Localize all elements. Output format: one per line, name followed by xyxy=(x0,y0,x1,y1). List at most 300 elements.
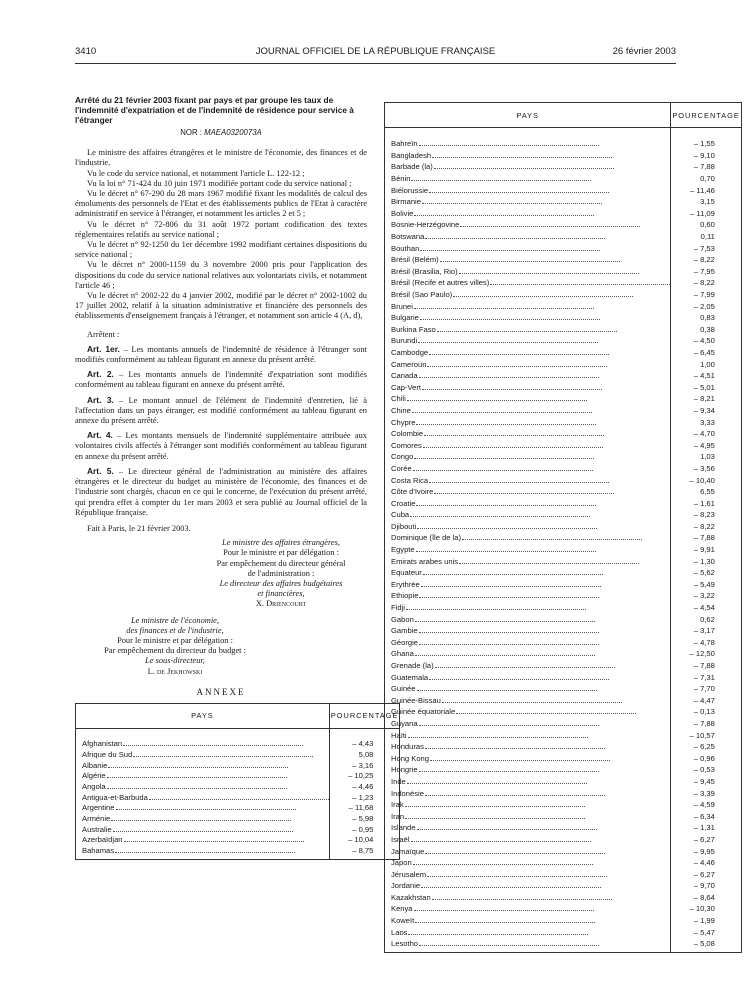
page-number: 3410 xyxy=(75,46,97,57)
country-cell xyxy=(385,915,671,927)
country-cell xyxy=(385,219,671,231)
dot-leader xyxy=(427,876,607,877)
table-row xyxy=(385,880,742,892)
country-cell xyxy=(385,555,671,567)
country-cell xyxy=(385,242,671,254)
country-name: Corée xyxy=(391,463,412,473)
country-name: Azerbaïdjan xyxy=(82,835,123,845)
dot-leader xyxy=(422,389,602,390)
country-name: Indonésie xyxy=(391,788,424,798)
table-row xyxy=(385,915,742,927)
country-cell xyxy=(385,416,671,428)
country-cell xyxy=(385,880,671,892)
dot-leader xyxy=(421,586,601,587)
percent-cell: – 8,22 xyxy=(671,521,742,533)
sig-role: Le directeur des affaires budgétaires xyxy=(219,578,343,588)
dot-leader xyxy=(411,841,591,842)
table-row xyxy=(385,451,742,463)
percent-cell: – 3,17 xyxy=(671,625,742,637)
table-row xyxy=(385,718,742,730)
dot-leader xyxy=(407,783,587,784)
table-row xyxy=(385,254,742,266)
country-name: Inde xyxy=(391,776,406,786)
table-row xyxy=(385,555,742,567)
table-row xyxy=(385,776,742,788)
country-cell xyxy=(76,803,330,814)
country-name: Jamaïque xyxy=(391,846,425,856)
visa-paragraph: Le ministre des affaires étrangères et le ministre de l'économie, des finances et de l'industrie, xyxy=(75,148,367,168)
table-row xyxy=(385,903,742,915)
dot-leader xyxy=(425,795,605,796)
percent-cell: – 8,22 xyxy=(671,254,742,266)
dot-leader xyxy=(421,887,601,888)
country-name: Albanie xyxy=(82,760,108,770)
country-cell xyxy=(385,347,671,359)
country-name: Cap-Vert xyxy=(391,382,421,392)
table-row xyxy=(385,926,742,938)
country-name: Brésil (Belém) xyxy=(391,255,439,265)
percent-cell: – 4,50 xyxy=(671,335,742,347)
table-bottom xyxy=(385,950,742,953)
country-name: Afghanistan xyxy=(82,739,123,749)
table-row xyxy=(385,208,742,220)
table-row xyxy=(385,567,742,579)
country-name: Burkina Faso xyxy=(391,324,436,334)
country-cell xyxy=(76,782,330,793)
table-row xyxy=(385,266,742,278)
percent-cell: 0,70 xyxy=(671,173,742,185)
country-cell xyxy=(385,845,671,857)
percent-cell: – 4,43 xyxy=(329,739,400,750)
sig-line: Pour le ministre et par délégation : xyxy=(117,635,233,645)
country-name: Jordanie xyxy=(391,881,421,891)
percent-cell: – 6,45 xyxy=(671,347,742,359)
country-cell xyxy=(385,161,671,173)
percent-cell: – 2,05 xyxy=(671,300,742,312)
country-name: Ethiopie xyxy=(391,591,419,601)
article-5 xyxy=(75,466,367,518)
table-row xyxy=(385,497,742,509)
country-cell xyxy=(385,370,671,382)
country-name: Honduras xyxy=(391,742,424,752)
table-row xyxy=(385,741,742,753)
percent-cell: – 3,39 xyxy=(671,787,742,799)
dot-leader xyxy=(419,597,599,598)
percent-cell: – 7,88 xyxy=(671,532,742,544)
country-name: Cambodge xyxy=(391,347,429,357)
decree-title: Arrêté du 21 février 2003 fixant par pays et par groupe les taux de l'indemnité d'expatriation et de l'indemnité de résidence pour service à l'étranger xyxy=(75,95,354,125)
table-row xyxy=(385,532,742,544)
country-name: Burundi xyxy=(391,336,418,346)
percent-cell: – 4,54 xyxy=(671,602,742,614)
dot-leader xyxy=(416,505,596,506)
table-row xyxy=(385,764,742,776)
percent-cell: 3,15 xyxy=(671,196,742,208)
percent-cell: – 1,31 xyxy=(671,822,742,834)
country-name: Afrique du Sud xyxy=(82,749,133,759)
country-name: Koweït xyxy=(391,916,415,926)
country-cell xyxy=(385,381,671,393)
table-row xyxy=(385,752,742,764)
table-body xyxy=(385,128,742,953)
country-cell xyxy=(385,393,671,405)
article-4 xyxy=(75,430,367,462)
country-name: Brunei xyxy=(391,301,413,311)
percent-cell: 0,11 xyxy=(671,231,742,243)
sig-role: Le ministre de l'économie, xyxy=(130,615,219,625)
table-row xyxy=(385,892,742,904)
table-row xyxy=(76,814,400,825)
article-text: – Les montants annuels de l'indemnité de résidence à l'étranger sont modifiés conformément au tableau figurant en annexe du présent arrêté. xyxy=(75,344,367,365)
visa-paragraph: Vu le décret n° 2002-22 du 4 janvier 2002, modifié par le décret n° 2002-1002 du 17 juillet 2002, relatif à la situation administrative et financière des personnels des établissements d'enseignement français à l'étranger, et notamment son article 4 (A, d), xyxy=(75,291,367,321)
table-row xyxy=(385,463,742,475)
dot-leader xyxy=(107,788,287,789)
percent-cell: – 12,50 xyxy=(671,648,742,660)
country-name: Bouthan xyxy=(391,243,420,253)
dot-leader xyxy=(419,644,599,645)
country-name: Erythrée xyxy=(391,579,420,589)
country-cell xyxy=(385,590,671,602)
percent-cell: – 4,95 xyxy=(671,439,742,451)
country-cell xyxy=(385,729,671,741)
sig-line: Pour le ministre et par délégation : xyxy=(223,548,339,558)
percent-cell: – 10,40 xyxy=(671,474,742,486)
visas xyxy=(75,148,367,321)
country-name: Iran xyxy=(391,811,405,821)
country-cell xyxy=(76,739,330,750)
country-name: Angola xyxy=(82,781,106,791)
percent-cell: – 4,46 xyxy=(671,857,742,869)
dot-leader xyxy=(416,551,596,552)
visa-paragraph: Vu le code du service national, et notamment l'article L. 122-12 ; xyxy=(87,168,305,178)
dot-leader xyxy=(414,458,594,459)
country-cell xyxy=(76,750,330,761)
country-cell xyxy=(385,613,671,625)
country-name: Brésil (Recife et autres villes) xyxy=(391,278,490,288)
article-label: Art. 1er. xyxy=(87,343,120,354)
country-cell xyxy=(385,428,671,440)
percent-cell: – 10,57 xyxy=(671,729,742,741)
percent-cell: – 1,55 xyxy=(671,138,742,150)
country-cell xyxy=(385,208,671,220)
country-name: Botswana xyxy=(391,232,425,242)
country-name: Laos xyxy=(391,927,408,937)
country-cell xyxy=(385,184,671,196)
percent-cell: – 0,96 xyxy=(671,752,742,764)
country-cell xyxy=(76,824,330,835)
country-cell xyxy=(385,138,671,150)
table-row xyxy=(385,509,742,521)
percent-cell: – 9,45 xyxy=(671,776,742,788)
country-name: Islande xyxy=(391,823,416,833)
percent-cell: – 7,88 xyxy=(671,660,742,672)
percent-cell: – 6,27 xyxy=(671,834,742,846)
dot-leader xyxy=(434,168,614,169)
article-2 xyxy=(75,369,367,390)
percent-cell: – 0,95 xyxy=(329,824,400,835)
dot-leader xyxy=(419,377,599,378)
table-row xyxy=(385,695,742,707)
country-name: Hongrie xyxy=(391,765,418,775)
dot-leader xyxy=(437,331,617,332)
table-row xyxy=(385,196,742,208)
country-name: Bangladesh xyxy=(391,150,432,160)
country-name: Bahreïn xyxy=(391,139,418,149)
country-cell xyxy=(385,312,671,324)
dot-leader xyxy=(413,470,593,471)
country-cell xyxy=(385,579,671,591)
percent-cell: – 5,47 xyxy=(671,926,742,938)
percent-cell: – 7,53 xyxy=(671,242,742,254)
country-name: Antigua-et-Barbuda xyxy=(82,792,148,802)
dot-leader xyxy=(432,157,612,158)
country-cell xyxy=(76,760,330,771)
country-name: Kazakhstan xyxy=(391,892,431,902)
table-row xyxy=(385,242,742,254)
country-name: Brésil (Sao Paulo) xyxy=(391,290,453,300)
country-name: Cuba xyxy=(391,510,410,520)
percent-cell: – 9,10 xyxy=(671,150,742,162)
header-rule xyxy=(75,63,676,64)
percent-cell: – 1,61 xyxy=(671,497,742,509)
table-row xyxy=(385,184,742,196)
country-name: Kenya xyxy=(391,904,413,914)
country-name: Barbade (la) xyxy=(391,162,433,172)
table-row xyxy=(385,428,742,440)
country-name: Haïti xyxy=(391,730,407,740)
dot-leader xyxy=(424,435,604,436)
dot-leader xyxy=(415,655,595,656)
dot-leader xyxy=(415,922,595,923)
article-label: Art. 2. xyxy=(87,369,114,380)
percent-cell: – 5,01 xyxy=(671,381,742,393)
country-cell xyxy=(385,799,671,811)
percent-cell: – 11,09 xyxy=(671,208,742,220)
table-row xyxy=(385,347,742,359)
table-row xyxy=(385,729,742,741)
dot-leader xyxy=(456,713,636,714)
country-name: Fidji xyxy=(391,603,405,613)
table-row xyxy=(385,602,742,614)
percent-cell: – 10,04 xyxy=(329,835,400,846)
dot-leader xyxy=(410,516,590,517)
table-row xyxy=(385,857,742,869)
country-name: Cameroun xyxy=(391,359,427,369)
table-body xyxy=(76,728,400,859)
country-name: Gabon xyxy=(391,614,414,624)
country-cell xyxy=(385,625,671,637)
dot-leader xyxy=(459,563,639,564)
table-row xyxy=(385,637,742,649)
table-row xyxy=(385,405,742,417)
page-header xyxy=(75,46,676,62)
dot-leader xyxy=(107,777,287,778)
table-row xyxy=(385,834,742,846)
table-row xyxy=(385,799,742,811)
country-cell xyxy=(385,683,671,695)
country-cell xyxy=(385,671,671,683)
country-cell xyxy=(385,463,671,475)
country-cell xyxy=(385,196,671,208)
table-row xyxy=(76,771,400,782)
country-cell xyxy=(385,439,671,451)
country-name: Lesotho xyxy=(391,939,419,949)
country-cell xyxy=(76,792,330,803)
country-cell xyxy=(76,771,330,782)
table-row xyxy=(385,439,742,451)
country-cell xyxy=(385,648,671,660)
percent-cell: – 4,51 xyxy=(671,370,742,382)
dot-leader xyxy=(440,261,620,262)
country-cell xyxy=(385,567,671,579)
dot-leader xyxy=(420,250,600,251)
table-header-row xyxy=(76,703,400,728)
table-row xyxy=(385,845,742,857)
table-row xyxy=(385,300,742,312)
percent-cell: – 4,70 xyxy=(671,428,742,440)
dot-leader xyxy=(408,737,588,738)
country-cell xyxy=(385,289,671,301)
country-cell xyxy=(385,660,671,672)
sig-name: X. Driencourt xyxy=(255,599,307,609)
country-name: Géorgie xyxy=(391,637,419,647)
percent-cell: – 1,30 xyxy=(671,555,742,567)
table-row xyxy=(385,671,742,683)
country-cell xyxy=(385,532,671,544)
dot-leader xyxy=(414,910,594,911)
dot-leader xyxy=(423,447,603,448)
country-cell xyxy=(385,741,671,753)
signature-block-2 xyxy=(75,616,275,677)
table-row xyxy=(385,138,742,150)
col-header-country: PAYS xyxy=(385,103,671,128)
percent-cell: – 9,34 xyxy=(671,405,742,417)
country-name: Guatemala xyxy=(391,672,429,682)
percent-cell: – 6,25 xyxy=(671,741,742,753)
country-cell xyxy=(385,474,671,486)
percent-cell: 0,38 xyxy=(671,324,742,336)
table-row xyxy=(385,625,742,637)
dot-leader xyxy=(427,366,607,367)
percent-cell: 6,55 xyxy=(671,486,742,498)
sig-line: Par empêchement du directeur général xyxy=(216,558,346,568)
dot-leader xyxy=(425,853,605,854)
article-1 xyxy=(75,344,367,365)
country-name: Guinée équatoriale xyxy=(391,707,456,717)
signature-block-1 xyxy=(195,538,367,609)
dot-leader xyxy=(419,725,599,726)
table-row xyxy=(385,648,742,660)
dot-leader xyxy=(434,493,614,494)
table-row xyxy=(385,312,742,324)
table-row xyxy=(385,231,742,243)
article-text: – Les montants annuels de l'indemnité d'expatriation sont modifiés conformément au tableau figurant en annexe du présent arrêté. xyxy=(75,370,367,390)
dot-leader xyxy=(408,934,588,935)
country-name: Guinée-Bissau xyxy=(391,695,441,705)
dot-leader xyxy=(430,760,610,761)
dot-leader xyxy=(460,226,640,227)
country-name: Chine xyxy=(391,405,411,415)
percent-cell: – 11,68 xyxy=(329,803,400,814)
country-cell xyxy=(385,938,671,950)
visa-paragraph: Vu le décret n° 67-290 du 28 mars 1967 modifié fixant les modalités de calcul des émoluments des personnels de l'Etat et des établissements publics de l'Etat à caractère administratif en service à l'étranger, et notamment les articles 2 et 5 ; xyxy=(75,189,367,219)
col-header-percent: POURCENTAGE xyxy=(329,703,400,728)
country-name: Gambie xyxy=(391,626,418,636)
article-text: – Le montant annuel de l'élément de l'indemnité d'entretien, lié à l'affectation dans un pays étranger, est modifié conformément au tableau figurant en annexe du présent arrêté. xyxy=(75,395,367,426)
table-row xyxy=(385,416,742,428)
visa-paragraph: Vu le décret n° 72-806 du 31 août 1972 portant codification des textes réglementaires relatifs au service national ; xyxy=(75,219,367,239)
country-name: Argentine xyxy=(82,803,115,813)
table-row xyxy=(385,810,742,822)
dot-leader xyxy=(413,864,593,865)
dot-leader xyxy=(115,852,295,853)
dot-leader xyxy=(414,308,594,309)
country-name: Bolivie xyxy=(391,208,414,218)
percent-cell: – 9,91 xyxy=(671,544,742,556)
journal-title: JOURNAL OFFICIEL DE LA RÉPUBLIQUE FRANÇAISE xyxy=(255,46,496,57)
country-cell xyxy=(385,277,671,289)
table-row xyxy=(385,868,742,880)
sig-role: et financières, xyxy=(257,589,305,599)
table-bottom xyxy=(76,857,400,860)
country-cell xyxy=(385,868,671,880)
sig-line: Par empêchement du directeur du budget : xyxy=(104,646,246,656)
country-cell xyxy=(76,814,330,825)
percent-cell: – 4,78 xyxy=(671,637,742,649)
percent-cell: – 3,16 xyxy=(329,760,400,771)
country-name: Irak xyxy=(391,800,404,810)
country-cell xyxy=(385,764,671,776)
article-label: Art. 5. xyxy=(87,465,114,476)
sig-role: des finances et de l'industrie, xyxy=(126,625,224,635)
country-name: Chili xyxy=(391,394,406,404)
table-row xyxy=(385,289,742,301)
table-row xyxy=(76,846,400,857)
country-name: Bulgarie xyxy=(391,313,419,323)
country-cell xyxy=(385,834,671,846)
dot-leader xyxy=(453,296,633,297)
country-cell xyxy=(385,497,671,509)
dot-leader xyxy=(108,767,288,768)
country-cell xyxy=(385,718,671,730)
col-header-country: PAYS xyxy=(76,703,330,728)
percent-cell: – 8,22 xyxy=(671,277,742,289)
country-cell xyxy=(385,266,671,278)
percent-cell: – 6,34 xyxy=(671,810,742,822)
dot-leader xyxy=(429,482,609,483)
dot-leader xyxy=(417,528,597,529)
visa-paragraph: Vu le décret n° 92-1250 du 1er décembre 1992 modifiant certaines dispositions du service national ; xyxy=(75,240,367,260)
table-spacer xyxy=(76,728,400,739)
country-cell xyxy=(385,521,671,533)
country-name: Croatie xyxy=(391,498,416,508)
dot-leader xyxy=(111,820,291,821)
percent-cell: – 0,53 xyxy=(671,764,742,776)
arretent: Arrêtent : xyxy=(87,329,120,339)
table-row xyxy=(385,544,742,556)
country-name: Guyana xyxy=(391,718,418,728)
percent-cell: – 1,23 xyxy=(329,792,400,803)
table-row xyxy=(76,803,400,814)
right-column xyxy=(384,102,740,953)
percent-cell: 1,03 xyxy=(671,451,742,463)
annex-table-right xyxy=(384,102,742,953)
country-name: Bahamas xyxy=(82,846,115,856)
table-row xyxy=(385,277,742,289)
percent-cell: – 7,95 xyxy=(671,266,742,278)
annexe-heading: ANNEXE xyxy=(196,686,246,697)
fait-a-paris: Fait à Paris, le 21 février 2003. xyxy=(87,523,191,533)
